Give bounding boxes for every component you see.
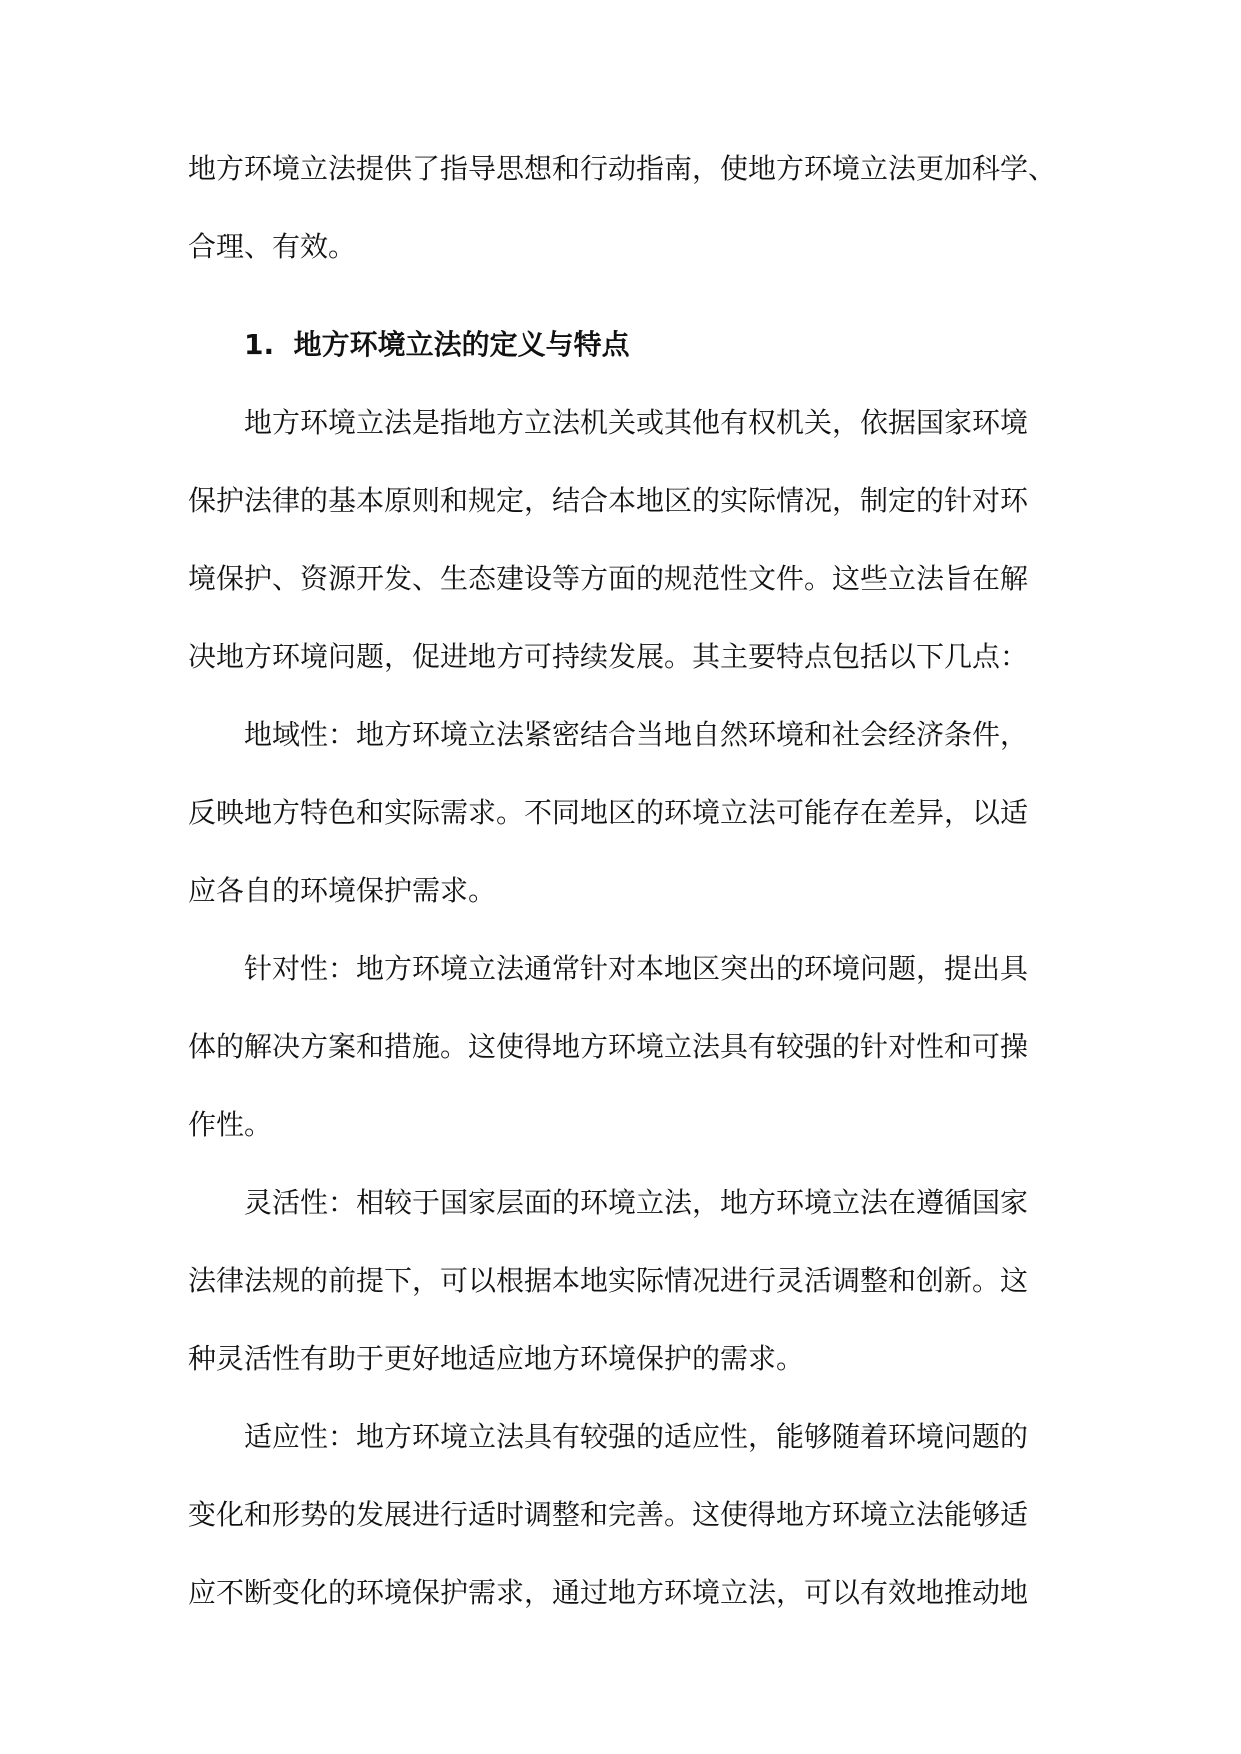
paragraph-definition: 地方环境立法是指地方立法机关或其他有权机关，依据国家环境 保护法律的基本原则和规定，结合本地区的实际情况，制定的针对环 境保护、资源开发、生态建设等方面的规范性文件。这些立法旨在解 决地方环境问题，促进地方可持续发展。其主要特点包括以下几点： bbox=[188, 406, 1029, 673]
document-body bbox=[188, 130, 1088, 1632]
paragraph-adaptability: 适应性：地方环境立法具有较强的适应性，能够随着环境问题的 变化和形势的发展进行适时调整和完善。这使得地方环境立法能够适 应不断变化的环境保护需求，通过地方环境立法，可以有效地推动地 bbox=[188, 1420, 1029, 1609]
continuation-paragraph: 地方环境立法提供了指导思想和行动指南，使地方环境立法更加科学、 合理、有效。 bbox=[188, 152, 1057, 263]
paragraph-specificity: 针对性：地方环境立法通常针对本地区突出的环境问题，提出具 体的解决方案和措施。这使得地方环境立法具有较强的针对性和可操 作性。 bbox=[188, 952, 1029, 1141]
paragraph-regionality: 地域性：地方环境立法紧密结合当地自然环境和社会经济条件， 反映地方特色和实际需求。不同地区的环境立法可能存在差异，以适 应各自的环境保护需求。 bbox=[188, 718, 1029, 907]
section-heading: 1. 地方环境立法的定义与特点 bbox=[244, 328, 630, 361]
paragraph-flexibility: 灵活性：相较于国家层面的环境立法，地方环境立法在遵循国家 法律法规的前提下，可以根据本地实际情况进行灵活调整和创新。这 种灵活性有助于更好地适应地方环境保护的需求。 bbox=[188, 1186, 1029, 1375]
